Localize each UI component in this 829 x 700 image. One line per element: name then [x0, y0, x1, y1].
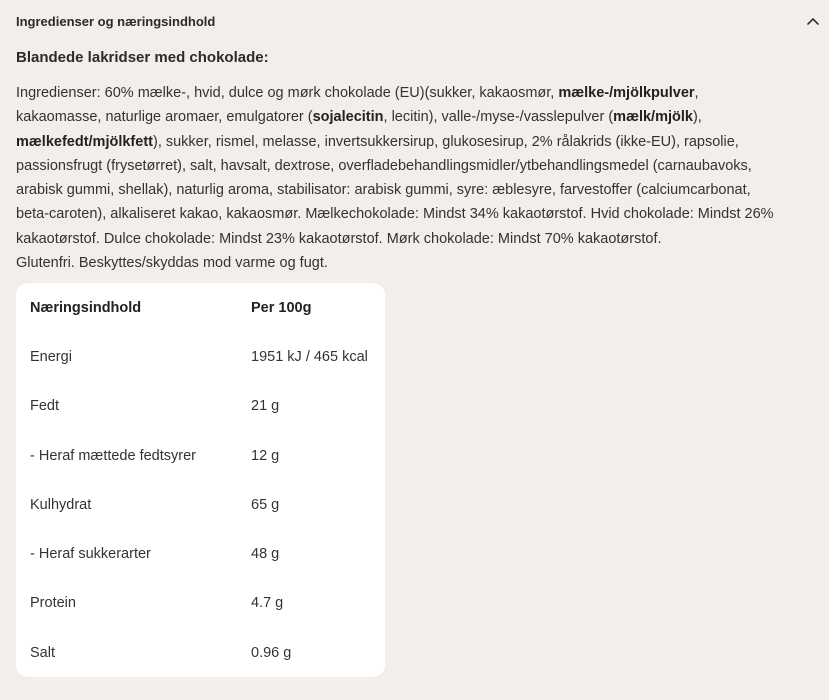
nutrition-header-name: Næringsindhold: [30, 299, 142, 316]
nutrition-row: [16, 480, 385, 529]
ingredients-segment: arabisk gummi, shellak), naturlig aroma, stabilisator: arabisk gummi, syre: æblesyre, farvestoffer (calciumcarbonat,: [16, 182, 751, 199]
ingredients-segment: , lecitin), valle-/myse-/vasslepulver (: [383, 109, 614, 126]
nutrition-row: [16, 332, 385, 381]
nutrition-value: 48 g: [251, 546, 280, 563]
nutrition-name: Fedt: [30, 398, 60, 415]
chevron-up-icon[interactable]: [804, 12, 822, 30]
nutrition-name: Salt: [30, 644, 55, 661]
ingredients-segment: ),: [692, 109, 702, 126]
nutrition-value: 4.7 g: [251, 595, 284, 612]
nutrition-table: [16, 283, 385, 677]
nutrition-row: [16, 628, 385, 677]
nutrition-row: [16, 431, 385, 480]
accordion-title: Ingredienser og næringsindhold: [16, 13, 216, 29]
ingredients-segment: passionsfrugt (frysetørret), salt, havsalt, dextrose, overfladebehandlingsmidler/ytbehandlingsmedel (carnaubavoks,: [16, 157, 752, 174]
ingredients-segment: beta-caroten), alkaliseret kakao, kakaosmør. Mælkechokolade: Mindst 34% kakaotørstof. Hvid chokolade: Mindst 26%: [16, 206, 774, 223]
allergen-highlight: sojalecitin: [312, 109, 384, 126]
nutrition-name: Protein: [30, 595, 76, 612]
accordion-header-ingredients[interactable]: [16, 8, 822, 34]
ingredients-segment: kakaomasse, naturlige aromaer, emulgatorer (: [16, 109, 313, 126]
ingredients-segment: Ingredienser: 60% mælke-, hvid, dulce og mørk chokolade (EU)(sukker, kakaosmør,: [16, 85, 559, 101]
nutrition-row: [16, 579, 385, 628]
ingredients-text: [16, 81, 822, 275]
nutrition-table-header: [16, 283, 385, 332]
nutrition-row: [16, 529, 385, 578]
product-title: Blandede lakridser med chokolade:: [16, 49, 269, 66]
nutrition-row: [16, 382, 385, 431]
nutrition-value: 12 g: [251, 447, 280, 464]
nutrition-header-value: Per 100g: [251, 299, 312, 316]
nutrition-name: - Heraf sukkerarter: [30, 546, 151, 563]
nutrition-name: - Heraf mættede fedtsyrer: [30, 447, 196, 464]
ingredients-segment: kakaotørstof. Dulce chokolade: Mindst 23% kakaotørstof. Mørk chokolade: Mindst 70% kakaotørstof.: [16, 230, 662, 247]
allergen-highlight: mælke-/mjölkpulver: [558, 85, 695, 101]
allergen-highlight: mælk/mjölk: [613, 109, 693, 126]
nutrition-table-card: [16, 283, 385, 677]
nutrition-value: 0.96 g: [251, 644, 292, 661]
nutrition-name: Energi: [30, 348, 72, 365]
nutrition-value: 21 g: [251, 398, 280, 415]
ingredients-segment: ), sukker, rismel, melasse, invertsukkersirup, glukosesirup, 2% rålakrids (ikke-EU), rapsolie,: [152, 133, 739, 150]
nutrition-name: Kulhydrat: [30, 496, 92, 513]
allergen-highlight: mælkefedt/mjölkfett: [16, 133, 153, 150]
nutrition-value: 65 g: [251, 496, 280, 513]
ingredients-segment: ,: [694, 85, 699, 101]
ingredients-segment: Glutenfri. Beskyttes/skyddas mod varme og fugt.: [16, 255, 328, 272]
nutrition-value: 1951 kJ / 465 kcal: [251, 348, 368, 365]
